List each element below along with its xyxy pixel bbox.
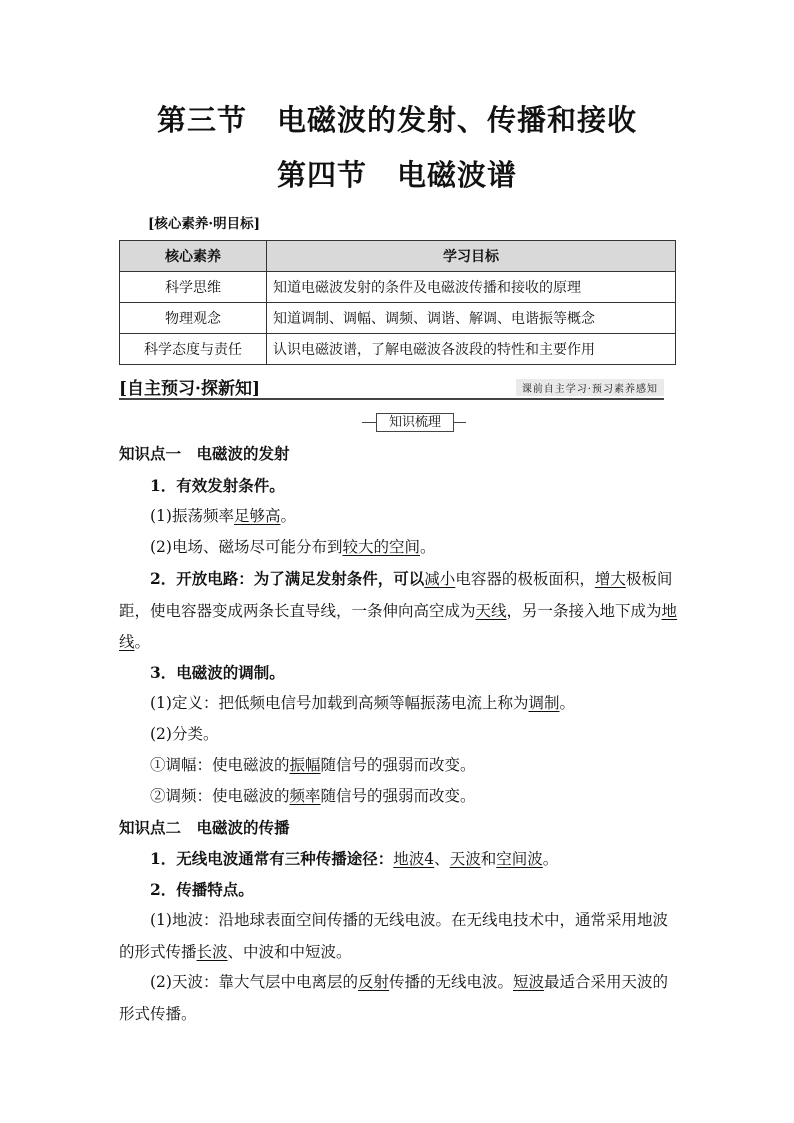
text: (2)电场、磁场尽可能分布到 bbox=[150, 538, 343, 556]
text: 随信号的强弱而改变。 bbox=[320, 787, 476, 805]
text: 极板间距，使电容器变成两条长直导线，一条伸向高空成为 bbox=[119, 570, 673, 620]
table-header-literacy: 核心素养 bbox=[120, 241, 267, 272]
answer-blank: 长波 bbox=[196, 942, 228, 961]
text: 。 bbox=[419, 538, 436, 556]
table-header-goal: 学习目标 bbox=[267, 241, 676, 272]
kp1-p2 bbox=[119, 501, 710, 533]
text: 1．无线电波通常有三种传播途径： bbox=[150, 849, 394, 868]
text: (1)振荡频率 bbox=[150, 507, 234, 525]
table-cell-goal: 知道电磁波发射的条件及电磁波传播和接收的原理 bbox=[267, 272, 676, 303]
text: ，另一条接入地下成为 bbox=[506, 601, 662, 620]
kp1-p1: 1．有效发射条件。 bbox=[150, 476, 285, 495]
table-cell-literacy: 物理观念 bbox=[120, 303, 267, 334]
text: 随信号的强弱而改变。 bbox=[320, 756, 476, 774]
answer-blank: 频率 bbox=[289, 787, 321, 805]
text: (1)地波：沿地球表面空间传播的无线电波。在无线电技术中，通常采用地波的形式传播 bbox=[119, 911, 668, 961]
text: (2)天波：靠大气层中电离层的 bbox=[150, 973, 358, 991]
answer-blank: 天线 bbox=[475, 601, 507, 620]
answer-blank: 减小 bbox=[424, 570, 456, 588]
text: 最适合采用天波的形式传播。 bbox=[119, 973, 669, 1023]
text: 。 bbox=[542, 850, 559, 868]
text: 、 bbox=[434, 850, 450, 868]
text: 电容器的极板面积， bbox=[455, 570, 595, 588]
text: ②调频：使电磁波的 bbox=[150, 787, 290, 805]
kp1-heading: 知识点一 电磁波的发射 bbox=[119, 444, 290, 463]
kp2-p1 bbox=[119, 843, 710, 876]
core-literacy-label: [核心素养·明目标] bbox=[148, 216, 260, 232]
text: 传播的无线电波。 bbox=[388, 973, 513, 991]
kp2-heading: 知识点二 电磁波的传播 bbox=[119, 818, 290, 837]
kp2-p3 bbox=[119, 905, 679, 968]
answer-blank: 较大的空间 bbox=[342, 538, 420, 556]
kp2-p2: 2．传播特点。 bbox=[150, 880, 254, 899]
title-section-4: 第四节 电磁波谱 bbox=[276, 158, 517, 192]
section-tag: 课前自主学习·预习素养感知 bbox=[516, 379, 664, 396]
text: 、中波和中短波。 bbox=[227, 942, 352, 961]
answer-blank: 足够高 bbox=[233, 507, 281, 525]
kp1-p3 bbox=[119, 532, 710, 564]
table-cell-literacy: 科学态度与责任 bbox=[120, 334, 267, 365]
section-label: [自主预习·探新知] bbox=[119, 379, 261, 399]
text: ①调幅：使电磁波的 bbox=[150, 756, 290, 774]
text: 。 bbox=[280, 507, 296, 525]
text: 2．开放电路：为了满足发射条件，可以 bbox=[150, 569, 425, 588]
table-row bbox=[120, 272, 676, 303]
pill-label: 知识梳理 bbox=[376, 413, 454, 432]
answer-blank: 地波4 bbox=[393, 850, 435, 868]
answer-blank: 振幅 bbox=[289, 756, 321, 774]
section-header bbox=[119, 376, 664, 400]
answer-blank: 空间波 bbox=[496, 850, 543, 868]
title-section-3: 第三节 电磁波的发射、传播和接收 bbox=[156, 103, 637, 137]
answer-blank: 调制 bbox=[528, 694, 560, 712]
answer-blank: 增大 bbox=[594, 570, 626, 588]
kp1-p4 bbox=[119, 563, 679, 659]
answer-blank: 短波 bbox=[513, 973, 545, 991]
answer-blank: 反射 bbox=[357, 973, 389, 991]
learning-goals-table bbox=[119, 240, 676, 365]
text: 。 bbox=[134, 633, 151, 651]
kp1-p8 bbox=[119, 750, 710, 782]
kp1-p5: 3．电磁波的调制。 bbox=[150, 663, 285, 682]
table-cell-goal: 知道调制、调幅、调频、调谐、解调、电谐振等概念 bbox=[267, 303, 676, 334]
kp1-p7: (2)分类。 bbox=[150, 725, 219, 743]
kp1-p6 bbox=[119, 688, 710, 720]
table-row bbox=[120, 334, 676, 365]
text: 和 bbox=[480, 850, 497, 868]
table-cell-literacy: 科学思维 bbox=[120, 272, 267, 303]
answer-blank: 地线 bbox=[119, 601, 678, 651]
text: 。 bbox=[559, 694, 575, 712]
table-cell-goal: 认识电磁波谱，了解电磁波各波段的特性和主要作用 bbox=[267, 334, 676, 365]
text: (1)定义：把低频电信号加载到高频等幅振荡电流上称为 bbox=[150, 694, 529, 712]
answer-blank: 天波 bbox=[449, 850, 481, 868]
knowledge-pill bbox=[362, 413, 466, 431]
kp2-p4 bbox=[119, 967, 679, 1030]
kp1-p9 bbox=[119, 781, 710, 813]
table-header-row bbox=[120, 241, 676, 272]
table-row bbox=[120, 303, 676, 334]
